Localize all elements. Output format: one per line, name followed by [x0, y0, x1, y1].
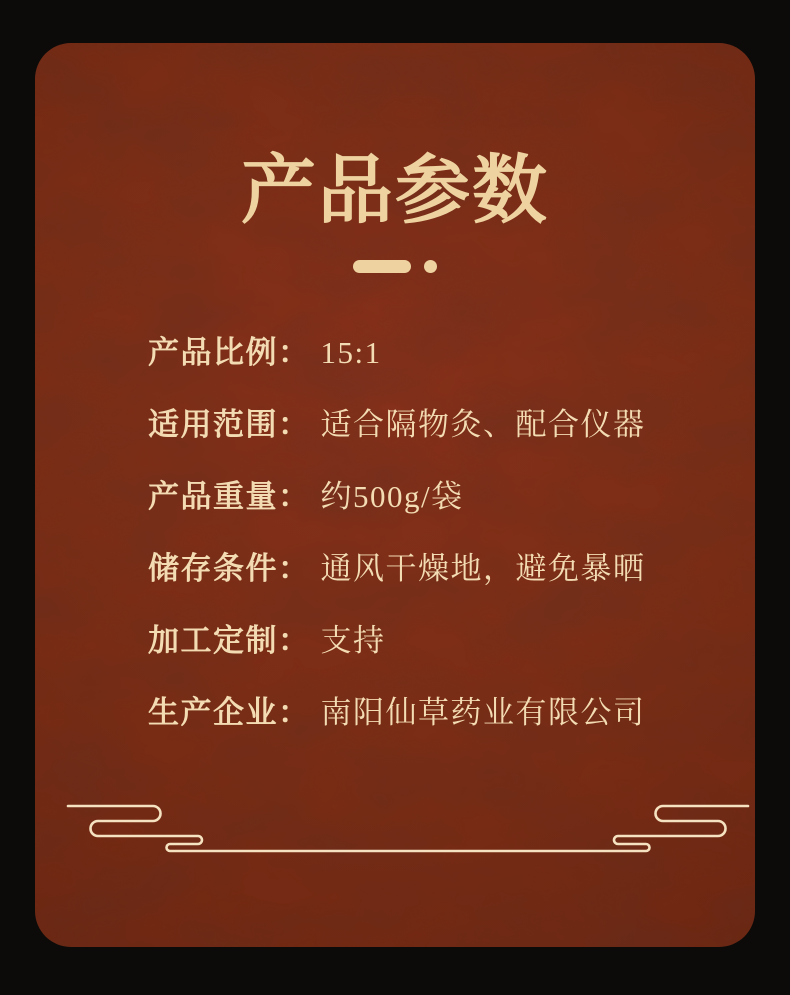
spec-value: 南阳仙草药业有限公司	[320, 695, 646, 730]
spec-row-manufacturer	[148, 677, 755, 749]
spec-label: 加工定制：	[148, 623, 311, 658]
marble-panel	[35, 43, 755, 947]
spec-label: 储存条件：	[148, 551, 311, 586]
divider-dash-icon	[353, 260, 411, 273]
title-divider	[35, 260, 755, 273]
panel-content	[35, 43, 755, 749]
spec-label: 产品重量：	[148, 479, 311, 514]
spec-list	[35, 317, 755, 749]
spec-value: 适合隔物灸、配合仪器	[320, 407, 646, 442]
spec-value: 通风干燥地，避免暴晒	[320, 551, 646, 586]
spec-row-storage	[148, 533, 755, 605]
spec-label: 产品比例：	[148, 335, 311, 370]
spec-label: 适用范围：	[148, 407, 311, 442]
spec-value: 支持	[320, 623, 386, 658]
spec-row-ratio	[148, 317, 755, 389]
spec-row-scope	[148, 389, 755, 461]
spec-value: 15:1	[320, 335, 382, 370]
cloud-ornament-icon	[58, 803, 755, 855]
page-title: 产品参数	[240, 150, 549, 233]
spec-row-weight	[148, 461, 755, 533]
spec-value: 约500g/袋	[320, 479, 464, 514]
spec-row-customization	[148, 605, 755, 677]
divider-dot-icon	[424, 260, 437, 273]
spec-label: 生产企业：	[148, 695, 311, 730]
